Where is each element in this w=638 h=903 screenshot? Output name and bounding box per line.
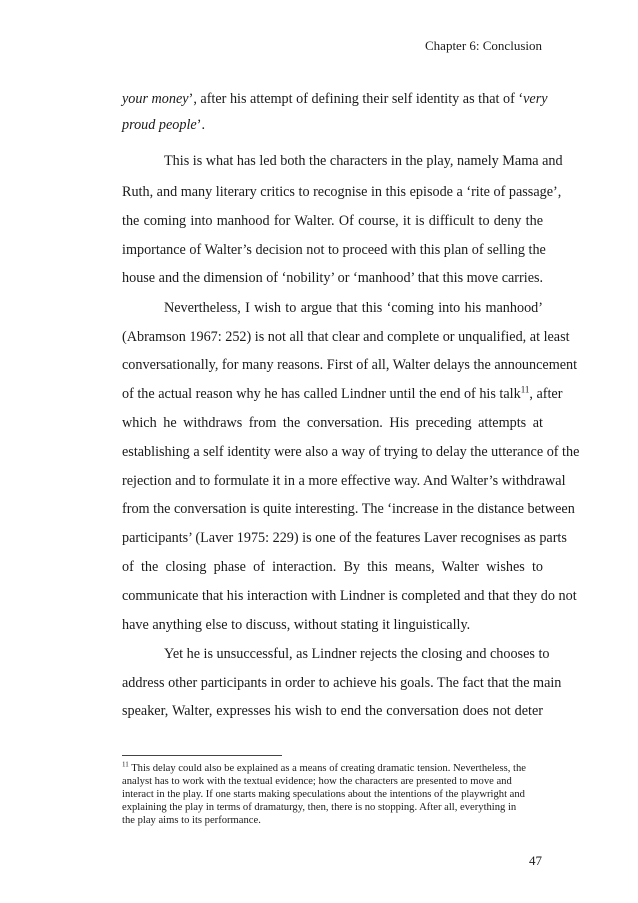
footnote-line: explaining the play in terms of dramaturgy, then, there is no stopping. After all, everything in xyxy=(122,802,517,813)
footnote-line: interact in the play. If one starts making speculations about the intentions of the playwright and xyxy=(122,789,525,800)
page-number: 47 xyxy=(529,853,542,868)
body-line: which he withdraws from the conversation. His preceding attempts at xyxy=(122,415,543,431)
body-line: participants’ (Laver 1975: 229) is one of the features Laver recognises as parts xyxy=(122,530,567,546)
body-line: of the closing phase of interaction. By this means, Walter wishes to xyxy=(122,559,543,575)
body-line: This is what has led both the characters in the play, namely Mama and xyxy=(164,153,563,169)
body-line: the coming into manhood for Walter. Of course, it is difficult to deny the xyxy=(122,213,543,229)
body-line: speaker, Walter, expresses his wish to end the conversation does not deter xyxy=(122,703,543,719)
body-line: (Abramson 1967: 252) is not all that clear and complete or unqualified, at least xyxy=(122,329,570,345)
body-line: Yet he is unsuccessful, as Lindner rejects the closing and chooses to xyxy=(164,646,550,662)
body-line: Nevertheless, I wish to argue that this ‘coming into his manhood’ xyxy=(164,300,543,316)
footnote-line: $^{11}$ This delay could also be explained as a means of creating dramatic tension. Nevertheless, the xyxy=(122,760,526,774)
body-line: from the conversation is quite interesting. The ‘increase in the distance between xyxy=(122,501,575,517)
body-line: address other participants in order to achieve his goals. The fact that the main xyxy=(122,675,562,691)
body-line: proud people’. xyxy=(122,117,206,133)
body-line: of the actual reason why he has called Lindner until the end of his talk$^{11}$, after xyxy=(122,384,563,402)
body-line: your money’, after his attempt of defining their self identity as that of ‘very xyxy=(122,91,548,107)
body-line: communicate that his interaction with Lindner is completed and that they do not xyxy=(122,588,577,604)
footnote-separator xyxy=(122,755,282,756)
body-line: have anything else to discuss, without stating it linguistically. xyxy=(122,617,471,633)
body-line: conversationally, for many reasons. First of all, Walter delays the announcement xyxy=(122,357,578,373)
footnote-line: analyst has to work with the textual evidence; how the characters are presented to move and xyxy=(122,776,512,787)
body-line: Ruth, and many literary critics to recognise in this episode a ‘rite of passage’, xyxy=(122,184,562,200)
footnote-ref: 11 xyxy=(520,384,530,395)
body-line: rejection and to formulate it in a more effective way. And Walter’s withdrawal xyxy=(122,473,566,489)
body-line: establishing a self identity were also a way of trying to delay the utterance of the xyxy=(122,444,580,460)
footnote-line: the play aims to its performance. xyxy=(122,815,261,826)
footnote-marker: 11 xyxy=(122,760,129,769)
body-line: house and the dimension of ‘nobility’ or ‘manhood’ that this move carries. xyxy=(122,270,544,286)
body-line: importance of Walter’s decision not to proceed with this plan of selling the xyxy=(122,242,546,258)
running-header: Chapter 6: Conclusion xyxy=(425,38,542,53)
